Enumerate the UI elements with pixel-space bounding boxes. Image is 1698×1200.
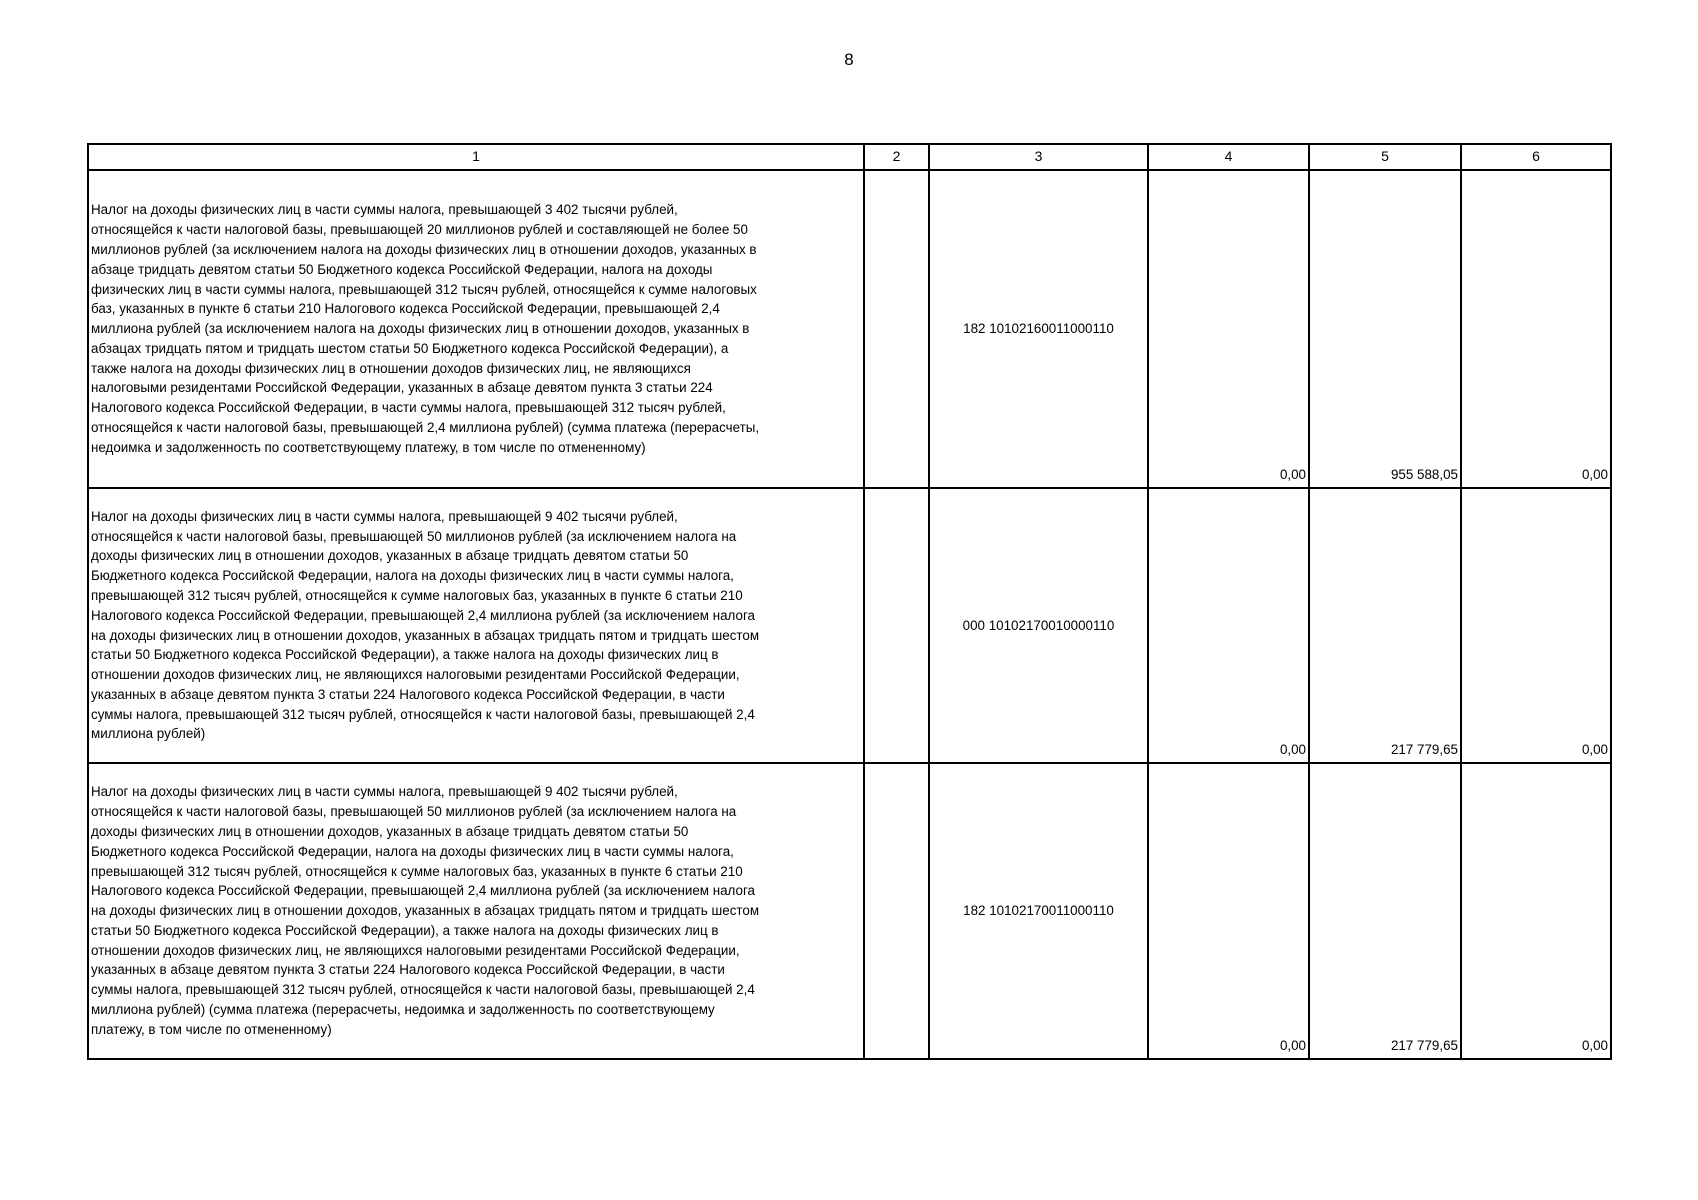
page-number: 8	[844, 50, 854, 69]
budget-code: 000 10102170010000110	[929, 488, 1148, 763]
description-line: относящейся к части налоговой базы, превышающей 2,4 миллиона рублей) (сумма платежа (перерасчеты,	[91, 420, 760, 436]
description-line: относящейся к части налоговой базы, превышающей 50 миллионов рублей (за исключением налога на	[91, 804, 737, 820]
budget-code: 182 10102160011000110	[929, 170, 1148, 488]
table-row	[88, 488, 1611, 763]
description-line: Налогового кодекса Российской Федерации, в части суммы налога, превышающей 312 тысяч рублей,	[91, 400, 726, 416]
value-col6: 0,00	[1461, 488, 1611, 763]
row-description	[88, 488, 864, 763]
description-line: суммы налога, превышающей 312 тысяч рублей, относящейся к части налоговой базы, превышающей 2,4	[91, 982, 755, 998]
description-line: суммы налога, превышающей 312 тысяч рублей, относящейся к части налоговой базы, превышающей 2,4	[91, 706, 755, 722]
description-line: отношении доходов физических лиц, не являющихся налоговыми резидентами Российской Федерации,	[91, 667, 740, 683]
value-col6: 0,00	[1461, 170, 1611, 488]
value-col6: 0,00	[1461, 763, 1611, 1059]
description-line: отношении доходов физических лиц, не являющихся налоговыми резидентами Российской Федерации,	[91, 942, 740, 958]
description-line: Налог на доходы физических лиц в части суммы налога, превышающей 3 402 тысячи рублей,	[91, 202, 678, 218]
table-row	[88, 763, 1611, 1059]
description-line: миллиона рублей (за исключением налога на доходы физических лиц в отношении доходов, указанных в	[91, 321, 750, 337]
row-description	[88, 763, 864, 1059]
header-cell-6: 6	[1461, 144, 1611, 170]
description-line: превышающей 312 тысяч рублей, относящейся к сумме налоговых баз, указанных в пункте 6 статьи 210	[91, 587, 743, 603]
description-line: Налог на доходы физических лиц в части суммы налога, превышающей 9 402 тысячи рублей,	[91, 784, 678, 800]
table-header-row	[88, 144, 1611, 170]
description-line: миллионов рублей (за исключением налога на доходы физических лиц в отношении доходов, указанных в	[91, 241, 757, 257]
header-cell-1: 1	[88, 144, 864, 170]
header-cell-4: 4	[1148, 144, 1309, 170]
description-line: указанных в абзаце девятом пункта 3 статьи 224 Налогового кодекса Российской Федерации, в части	[91, 962, 725, 978]
description-line: также налога на доходы физических лиц в отношении доходов физических лиц, не являющихся	[91, 360, 691, 376]
header-cell-2: 2	[864, 144, 929, 170]
description-line: превышающей 312 тысяч рублей, относящейся к сумме налоговых баз, указанных в пункте 6 статьи 210	[91, 863, 743, 879]
row-col2	[864, 488, 929, 763]
budget-table	[87, 143, 1612, 1060]
description-line: доходы физических лиц в отношении доходов, указанных в абзаце тридцать девятом статьи 50	[91, 548, 689, 564]
description-line: статьи 50 Бюджетного кодекса Российской Федерации), а также налога на доходы физических лиц в	[91, 647, 719, 663]
description-line: доходы физических лиц в отношении доходов, указанных в абзаце тридцать девятом статьи 50	[91, 823, 689, 839]
header-cell-3: 3	[929, 144, 1148, 170]
description-line: статьи 50 Бюджетного кодекса Российской Федерации), а также налога на доходы физических лиц в	[91, 922, 719, 938]
value-col5: 217 779,65	[1309, 763, 1461, 1059]
description-line: на доходы физических лиц в отношении доходов, указанных в абзацах тридцать пятом и тридцать шестом	[91, 627, 760, 643]
description-line: физических лиц в части суммы налога, превышающей 312 тысяч рублей, относящейся к сумме налоговых	[91, 281, 757, 297]
description-line: миллиона рублей) (сумма платежа (перерасчеты, недоимка и задолженность по соответствующему	[91, 1002, 715, 1018]
description-line: относящейся к части налоговой базы, превышающей 50 миллионов рублей (за исключением налога на	[91, 528, 737, 544]
value-col5: 217 779,65	[1309, 488, 1461, 763]
description-line: баз, указанных в пункте 6 статьи 210 Налогового кодекса Российской Федерации, превышающей 2,4	[91, 301, 720, 317]
value-col5: 955 588,05	[1309, 170, 1461, 488]
header-cell-5: 5	[1309, 144, 1461, 170]
budget-code: 182 10102170011000110	[929, 763, 1148, 1059]
description-line: Налог на доходы физических лиц в части суммы налога, превышающей 9 402 тысячи рублей,	[91, 508, 678, 524]
description-line: Налогового кодекса Российской Федерации, превышающей 2,4 миллиона рублей (за исключением налога	[91, 607, 755, 623]
row-col2	[864, 763, 929, 1059]
table-row	[88, 170, 1611, 488]
description-line: Бюджетного кодекса Российской Федерации, налога на доходы физических лиц в части суммы налога,	[91, 568, 734, 584]
value-col4: 0,00	[1148, 488, 1309, 763]
description-line: налоговыми резидентами Российской Федерации, указанных в абзаце девятом пункта 3 статьи 224	[91, 380, 713, 396]
description-line: Бюджетного кодекса Российской Федерации, налога на доходы физических лиц в части суммы налога,	[91, 843, 734, 859]
description-line: указанных в абзаце девятом пункта 3 статьи 224 Налогового кодекса Российской Федерации, в части	[91, 686, 725, 702]
description-line: относящейся к части налоговой базы, превышающей 20 миллионов рублей и составляющей не более 50	[91, 222, 748, 238]
description-line: Налогового кодекса Российской Федерации, превышающей 2,4 миллиона рублей (за исключением налога	[91, 883, 755, 899]
description-line: платежу, в том числе по отмененному)	[91, 1021, 332, 1037]
description-line: абзаце тридцать девятом статьи 50 Бюджетного кодекса Российской Федерации, налога на доходы	[91, 261, 713, 277]
description-line: на доходы физических лиц в отношении доходов, указанных в абзацах тридцать пятом и тридцать шестом	[91, 903, 760, 919]
description-line: миллиона рублей)	[91, 726, 206, 742]
description-line: абзацах тридцать пятом и тридцать шестом статьи 50 Бюджетного кодекса Российской Федерации), а	[91, 340, 729, 356]
description-line: недоимка и задолженность по соответствующему платежу, в том числе по отмененному)	[91, 439, 646, 455]
row-description	[88, 170, 864, 488]
value-col4: 0,00	[1148, 170, 1309, 488]
row-col2	[864, 170, 929, 488]
value-col4: 0,00	[1148, 763, 1309, 1059]
